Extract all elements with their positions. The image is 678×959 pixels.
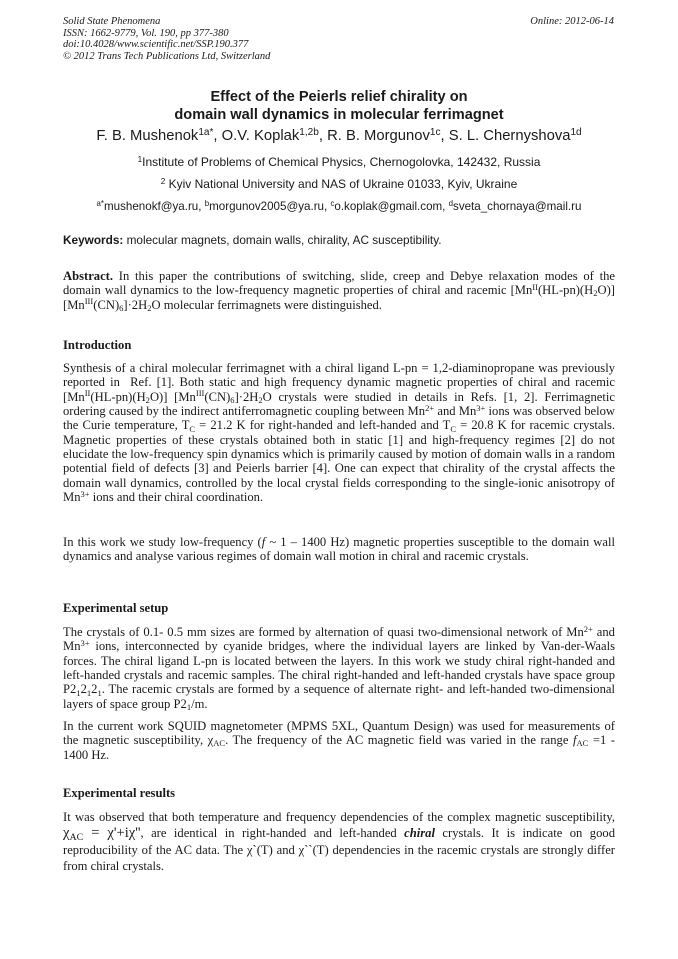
affiliation-text: Institute of Problems of Chemical Physics, Chernogolovka, 142432, Russia <box>142 155 541 169</box>
doi: doi:10.4028/www.scientific.net/SSP.190.377 <box>63 39 249 51</box>
paper-title <box>63 89 615 124</box>
keywords-label: Keywords: <box>63 233 124 247</box>
author-sup: 1c <box>429 126 441 138</box>
author-list: F. B. Mushenok$^{1a*}$, O.V. Koplak$^{1,2b}$, R. B. Morgunov$^{1c}$, S. L. Chernyshova$^{1d}$ <box>96 126 582 144</box>
results-text-d: crystals. It is indicate on good reproducibility of the AC data. The χ`(T) and χ``(T) dependencies in the racemic crystals are strongly differ from chiral crystals. <box>63 826 615 874</box>
intro-text-b: magnetic properties susceptible to the domain wall dynamics and analyse various regimes of domain wall motion in chiral and racemic crystals. <box>63 535 615 564</box>
email[interactable]: mushenokf@ya.ru <box>104 200 199 213</box>
email-sup: a* <box>96 199 104 209</box>
author-sup: 1d <box>570 126 582 138</box>
affiliation <box>40 177 638 192</box>
author-sup: 1,2b <box>299 126 319 138</box>
results-paragraph-1 <box>63 809 615 875</box>
abstract-label: Abstract. <box>63 269 114 283</box>
affiliation <box>40 155 638 170</box>
affiliation-text: Kyiv National University and NAS of Ukraine 01033, Kyiv, Ukraine <box>168 177 518 191</box>
author-name: F. B. Mushenok <box>96 128 199 144</box>
email[interactable]: morgunov2005@ya.ru <box>209 200 324 213</box>
issn: ISSN: 1662-9779, Vol. 190, pp 377-380 <box>63 27 229 39</box>
keywords <box>63 233 623 248</box>
keywords-text: molecular magnets, domain walls, chirality, AC susceptibility. <box>126 233 442 247</box>
author-sup: 1a* <box>198 126 214 138</box>
abstract-text: In this paper the contributions of switching, slide, creep and Debye relaxation modes of the domain wall dynamics to the low-frequency magnetic properties of chiral and racemic <box>63 269 616 298</box>
setup-paragraph-1: The crystals of 0.1- 0.5 mm sizes are formed by alternation of quasi two-dimensional network of $Mn^{2+}$ and $Mn^{3+}$ ions, interconnected by cyanide bridges, where the individual layers are linked by Van-der-Waals forces. The chiral ligand L-pn is located between the layers. In this work we study chiral right-handed and left-handed crystals and racemic samples. The chiral right-handed and left-handed crystals have space group $P2_12_12_1$. The racemic crystals are formed by a sequence of alternate right- and left-handed two-dimensional layers of space group $P2_1/m$. <box>63 623 615 712</box>
author-name: O.V. Koplak <box>221 128 300 144</box>
results-text-b: , are identical in right-handed and left-handed <box>140 826 397 841</box>
results-text-a: It was observed that both temperature and frequency dependencies of the complex magnetic susceptibility, <box>63 810 615 824</box>
online-date: Online: 2012-06-14 <box>530 16 614 27</box>
email-sup: d <box>448 199 454 209</box>
abstract: Abstract. In this paper the contributions of switching, slide, creep and Debye relaxation modes of the domain wall dynamics to the low-frequency magnetic properties of chiral and racemic $[Mn^{II}(HL-pn)(H_2O)][Mn^{III}(CN)_6]\cdot 2H_2O$ molecular ferrimagnets were distinguished. <box>63 269 616 313</box>
email-sup: b <box>204 199 210 209</box>
section-heading: Experimental results <box>63 786 176 800</box>
title-line-1: Effect of the Peierls relief chirality on <box>210 89 468 105</box>
affiliation-sup: 2 <box>160 176 166 186</box>
intro-paragraph-2: In this work we study low-frequency (f ~ 1 – 1400 Hz) magnetic properties susceptible to the domain wall dynamics and analyse various regimes of domain wall motion in chiral and racemic crystals. <box>63 535 615 564</box>
affiliation-sup: 1 <box>137 154 143 164</box>
setup-paragraph-2: In the current work SQUID magnetometer (MPMS 5XL, Quantum Design) was used for measurements of the magnetic susceptibility, $\chi_{AC}$. The frequency of the AC magnetic field was varied in the range $f_{AC} =1 - 1400$ Hz. <box>63 719 615 762</box>
copyright: © 2012 Trans Tech Publications Ltd, Switzerland <box>63 50 271 62</box>
section-heading: Experimental setup <box>63 601 169 615</box>
intro-text-a: In this work we study low-frequency ( <box>63 535 262 549</box>
intro-paragraph-1: Synthesis of a chiral molecular ferrimagnet with a chiral ligand L-pn = 1,2-diaminopropane was previously reported in Ref. [1]. Both static and high frequency dynamic magnetic properties of chiral and racemic $[Mn^{II}(HL-pn)(H_2O)]$ $[Mn^{III}(CN)_6]\cdot 2H_2O$ crystals were studied in details in Refs. [1, 2]. Ferrimagnetic ordering caused by the indirect antiferromagnetic coupling between $Mn^{2+}$ and $Mn^{3+}$ ions was observed below the Curie temperature, $T_C = 21.2$ K for right-handed and left-handed and $T_C = 20.8$ K for racemic crystals. Magnetic properties of these crystals obtained both in static [1] and high-frequency regimes [2] do not elucidate the low-frequency spin dynamics which is primarily caused by motion of domain walls in a random potential field of defects [3] and Peierls barrier [4]. One can expect that chirality of the crystal affects the domain wall dynamics, controlled by the local crystal fields corresponding to the single-ionic anisotropy of $Mn^{3+}$ ions and their chiral coordination. <box>63 361 615 505</box>
email-sup: c <box>330 199 335 209</box>
chi-formula: $\chi_{AC} = \chi'+i\chi''$ <box>63 825 141 843</box>
author-name: R. B. Morgunov <box>327 128 430 144</box>
email-list: $^{a*}$mushenokf@ya.ru, $^b$morgunov2005@ya.ru, $^c$o.koplak@gmail.com, $^d$sveta_chornaya@mail.ru <box>96 199 582 213</box>
email[interactable]: sveta_chornaya@mail.ru <box>453 200 582 213</box>
author-name: S. L. Chernyshova <box>448 128 571 144</box>
results-emphasis: chiral <box>404 826 435 841</box>
email[interactable]: o.koplak@gmail.com <box>334 200 443 213</box>
title-line-2: domain wall dynamics in molecular ferrimagnet <box>174 106 504 123</box>
section-heading: Introduction <box>63 338 132 352</box>
journal-name: Solid State Phenomena <box>63 16 161 27</box>
journal-header <box>63 16 423 62</box>
